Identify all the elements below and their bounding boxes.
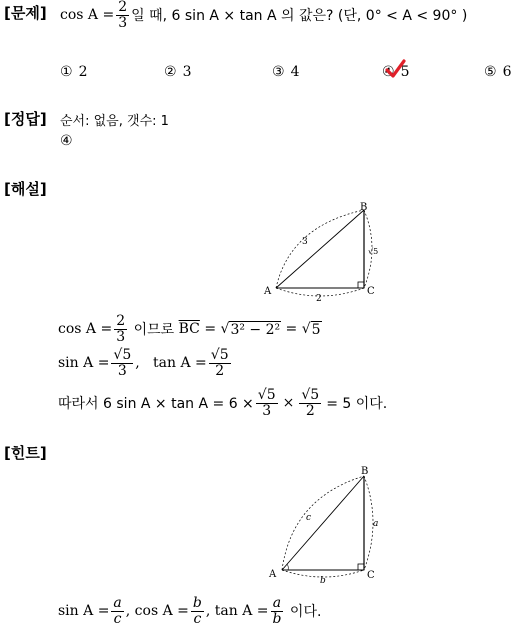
choice-3[interactable] <box>272 64 299 80</box>
times: × <box>282 395 295 412</box>
triangle-diagram-1 <box>258 198 398 306</box>
fraction <box>271 596 284 626</box>
frac-den: 3 <box>116 328 126 345</box>
sqrt-sign: √ <box>301 320 311 337</box>
choice-marker-text: ④ <box>382 64 395 80</box>
hint-label: [힌트] <box>4 444 47 462</box>
frac-den: c <box>113 610 122 627</box>
explanation-line-2 <box>58 348 233 378</box>
hypotenuse-line <box>282 476 364 570</box>
base-label: b <box>320 576 326 586</box>
choice-2[interactable] <box>164 64 191 80</box>
frac-den: c <box>193 610 202 627</box>
hyp-label: 3 <box>302 237 308 247</box>
frac-num: √5 <box>301 387 320 403</box>
choice-marker <box>382 64 395 80</box>
choices <box>60 64 516 84</box>
angle-arc <box>287 564 288 570</box>
radicand: 3² − 2² <box>230 321 281 338</box>
choice-value: 5 <box>400 64 410 80</box>
choice-5[interactable] <box>484 64 511 80</box>
fraction <box>111 596 123 626</box>
base-label: 2 <box>316 294 322 304</box>
frac-den: 2 <box>215 362 225 379</box>
right-angle-mark <box>358 282 364 288</box>
frac-den: 3 <box>262 402 272 419</box>
hint-post-text: 이다. <box>285 604 322 621</box>
cos-lhs: cos A = <box>58 321 113 338</box>
choice-1[interactable] <box>60 64 87 80</box>
sqrt-sign: √ <box>220 320 230 337</box>
sin-lhs: sin A = <box>58 603 110 620</box>
explanation-label: [해설] <box>4 180 47 198</box>
therefore-text: 따라서 6 sin A × tan A = 6 × <box>58 396 254 413</box>
check-mark-icon <box>384 58 406 80</box>
fraction <box>191 596 204 626</box>
vertex-a: A <box>264 286 272 297</box>
choice-value: 3 <box>182 64 192 80</box>
radicand: 5 <box>311 321 321 338</box>
fraction <box>256 388 278 418</box>
hyp-label: c <box>306 513 312 523</box>
frac-num: 2 <box>116 313 126 329</box>
answer-label: [정답] <box>4 110 47 128</box>
hypotenuse-line <box>276 210 364 288</box>
problem-label: [문제] <box>4 4 47 22</box>
frac-num: √5 <box>257 387 276 403</box>
fraction <box>116 0 129 30</box>
choice-value: 6 <box>502 64 512 80</box>
cos-lhs: , cos A = <box>125 603 189 620</box>
frac-num: a <box>272 595 282 611</box>
sin-lhs: sin A = <box>58 355 110 372</box>
frac-num: √5 <box>210 347 229 363</box>
frac-den: b <box>272 610 282 627</box>
frac-den: 2 <box>305 402 315 419</box>
frac-den: 3 <box>118 14 128 31</box>
explanation-line-1 <box>58 314 322 344</box>
frac-den: 3 <box>117 362 127 379</box>
choice-value: 4 <box>290 64 300 80</box>
vertex-b: B <box>360 202 368 213</box>
frac-num: a <box>113 595 122 611</box>
equals: = <box>199 321 221 338</box>
vert-label: a <box>373 519 379 529</box>
choice-marker: ⑤ <box>484 64 497 80</box>
fraction <box>299 388 321 418</box>
answer-value: ④ <box>60 133 73 149</box>
tan-lhs: , tan A = <box>205 603 269 620</box>
cos-lhs: cos A = <box>60 7 115 24</box>
explanation-line-3 <box>58 388 387 418</box>
vertex-a: A <box>269 569 277 580</box>
frac-num: √5 <box>113 347 132 363</box>
fraction <box>209 348 231 378</box>
vert-label: √5 <box>368 247 379 256</box>
sqrt-1 <box>221 321 282 338</box>
result-text: = 5 이다. <box>326 396 388 413</box>
problem-text: 일 때, 6 sin A × tan A 의 값은? (단, 0° < A < 90° ) <box>131 8 468 25</box>
problem-statement <box>60 0 467 30</box>
choice-4[interactable] <box>382 64 409 80</box>
frac-num: 2 <box>118 0 128 15</box>
sqrt-2 <box>302 321 322 338</box>
right-angle-mark <box>358 564 364 570</box>
triangle-diagram-2 <box>262 462 402 588</box>
vert-brace <box>364 476 373 570</box>
choice-marker: ③ <box>272 64 285 80</box>
fraction <box>114 314 127 344</box>
segment-bc: $\overline{BC}$ <box>178 321 200 338</box>
vertex-c: C <box>367 286 375 297</box>
equals: = <box>281 321 302 338</box>
choice-value: 2 <box>78 64 88 80</box>
choice-marker: ② <box>164 64 177 80</box>
text-imeuro: 이므로 <box>129 322 179 339</box>
vertex-b: B <box>361 466 369 477</box>
vertex-c: C <box>367 570 375 581</box>
hint-formula <box>58 596 321 626</box>
frac-num: b <box>192 595 202 611</box>
fraction <box>111 348 133 378</box>
answer-meta: 순서: 없음, 갯수: 1 <box>60 114 169 129</box>
choice-marker: ① <box>60 64 73 80</box>
tan-lhs: , tan A = <box>135 355 207 372</box>
